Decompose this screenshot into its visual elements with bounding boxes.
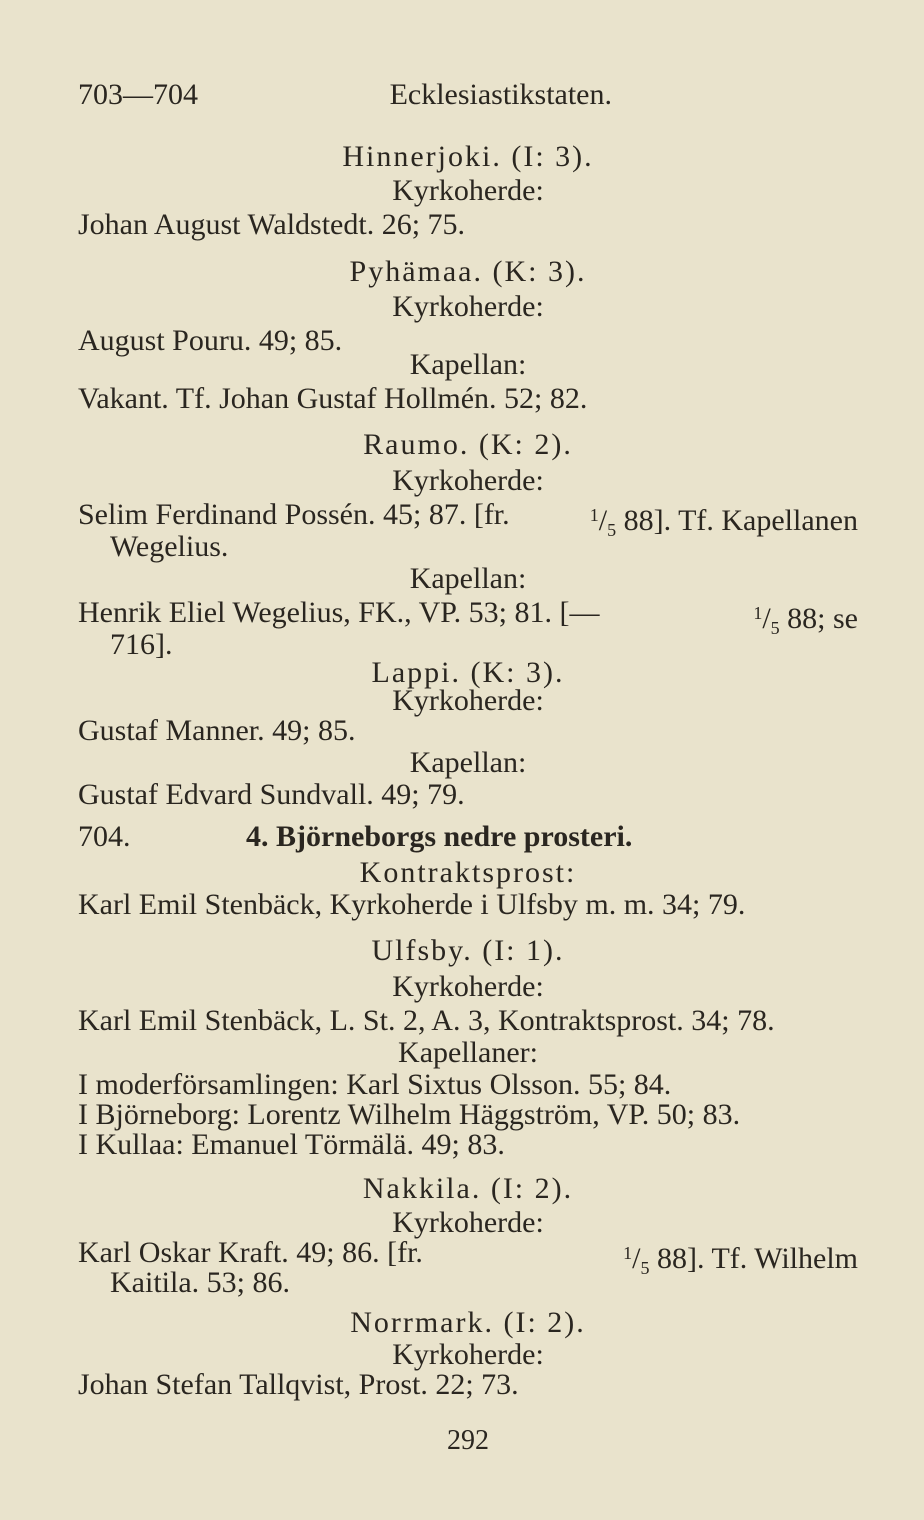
entry-line: I Kullaa: Emanuel Törmälä. 49; 83. bbox=[78, 1128, 505, 1161]
role-heading: Kapellan: bbox=[409, 348, 527, 381]
parish-title-hinnerjoki: Hinnerjoki. (I: 3). bbox=[342, 140, 594, 173]
role-heading: Kapellaner: bbox=[398, 1036, 538, 1069]
entry-line: Gustaf Manner. 49; 85. bbox=[78, 714, 356, 747]
role-heading: Kyrkoherde: bbox=[392, 1338, 544, 1371]
entry-text: Henrik Eliel Wegelius, FK., VP. 53; 81. [— bbox=[78, 596, 600, 629]
parish-title-raumo: Raumo. (K: 2). bbox=[363, 428, 573, 461]
role-heading: Kapellan: bbox=[409, 746, 527, 779]
fraction: $^1/_5$ 88; se bbox=[753, 602, 858, 638]
role-heading: Kontraktsprost: bbox=[359, 856, 577, 889]
parish-title-lappi: Lappi. (K: 3). bbox=[371, 656, 565, 689]
role-heading: Kyrkoherde: bbox=[392, 684, 544, 717]
role-heading: Kapellan: bbox=[409, 562, 527, 595]
section-title: 4. Björneborgs nedre prosteri. bbox=[246, 820, 633, 853]
entry-line: Vakant. Tf. Johan Gustaf Hollmén. 52; 82. bbox=[78, 382, 588, 415]
entry-line: Karl Emil Stenbäck, Kyrkoherde i Ulfsby m. m. 34; 79. bbox=[78, 888, 746, 921]
entry-line-continued: Wegelius. bbox=[110, 530, 229, 563]
entry-line: Karl Emil Stenbäck, L. St. 2, A. 3, Kontraktsprost. 34; 78. bbox=[78, 1004, 775, 1037]
role-heading: Kyrkoherde: bbox=[392, 290, 544, 323]
parish-title-norrmark: Norrmark. (I: 2). bbox=[350, 1306, 586, 1339]
role-heading: Kyrkoherde: bbox=[392, 464, 544, 497]
header-title: Ecklesiastikstaten. bbox=[389, 78, 612, 111]
running-header bbox=[78, 78, 612, 112]
entry-line: Johan August Waldstedt. 26; 75. bbox=[78, 208, 466, 241]
fraction: $^1/_5$ 88]. Tf. Wilhelm bbox=[623, 1242, 858, 1278]
entry-text: Selim Ferdinand Possén. 45; 87. [fr. bbox=[78, 498, 510, 531]
entry-line: I Björneborg: Lorentz Wilhelm Häggström, VP. 50; 83. bbox=[78, 1098, 741, 1131]
section-number: 704. bbox=[78, 820, 131, 853]
entry-line: I moderförsamlingen: Karl Sixtus Olsson. 55; 84. bbox=[78, 1068, 672, 1101]
entry-line-continued: Kaitila. 53; 86. bbox=[110, 1266, 290, 1299]
page-number: 292 bbox=[447, 1425, 489, 1456]
role-heading: Kyrkoherde: bbox=[392, 174, 544, 207]
role-heading: Kyrkoherde: bbox=[392, 970, 544, 1003]
role-heading: Kyrkoherde: bbox=[392, 1206, 544, 1239]
parish-title-nakkila: Nakkila. (I: 2). bbox=[362, 1172, 574, 1205]
entry-text: Karl Oskar Kraft. 49; 86. [fr. bbox=[78, 1236, 423, 1269]
entry-line: August Pouru. 49; 85. bbox=[78, 324, 343, 357]
fraction: $^1/_5$ 88]. Tf. Kapellanen bbox=[589, 504, 858, 540]
parish-title-pyhamaa: Pyhämaa. (K: 3). bbox=[349, 255, 587, 288]
entry-line: Johan Stefan Tallqvist, Prost. 22; 73. bbox=[78, 1368, 519, 1401]
entry-line-continued: 716]. bbox=[110, 628, 173, 661]
header-page-range: 703—704 bbox=[78, 78, 198, 111]
entry-line: Gustaf Edvard Sundvall. 49; 79. bbox=[78, 778, 465, 811]
parish-title-ulfsby: Ulfsby. (I: 1). bbox=[371, 934, 565, 967]
